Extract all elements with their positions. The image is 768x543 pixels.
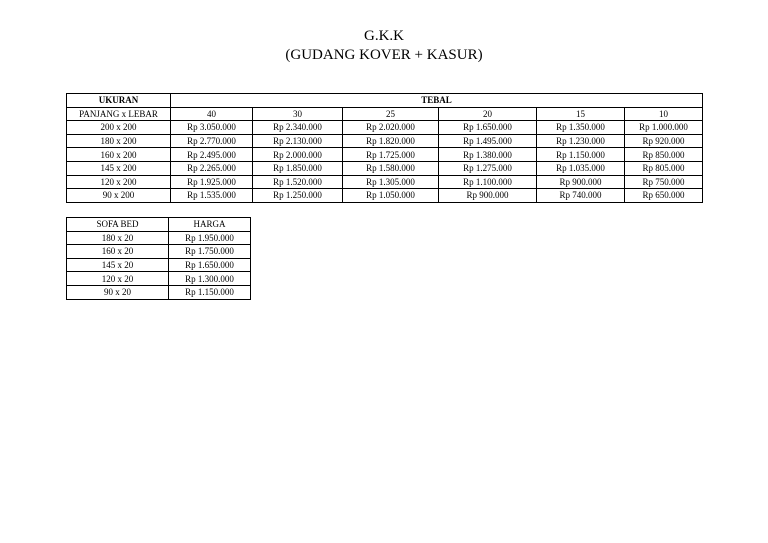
- sofa-price-header: HARGA: [169, 218, 251, 232]
- price-cell: Rp 1.495.000: [439, 134, 537, 148]
- price-cell: Rp 2.265.000: [171, 161, 253, 175]
- price-cell: Rp 920.000: [625, 134, 703, 148]
- price-cell: Rp 1.750.000: [169, 245, 251, 259]
- size-cell: 180 x 20: [67, 231, 169, 245]
- price-cell: Rp 1.925.000: [171, 175, 253, 189]
- size-cell: 90 x 20: [67, 285, 169, 299]
- table-row: [67, 121, 703, 135]
- price-cell: Rp 1.650.000: [439, 121, 537, 135]
- thickness-column-header: 25: [343, 107, 439, 121]
- size-subheader: PANJANG x LEBAR: [67, 107, 171, 121]
- price-cell: Rp 750.000: [625, 175, 703, 189]
- price-cell: Rp 2.020.000: [343, 121, 439, 135]
- sofa-bed-table: [66, 217, 251, 300]
- price-cell: Rp 1.100.000: [439, 175, 537, 189]
- size-cell: 120 x 20: [67, 272, 169, 286]
- price-cell: Rp 1.950.000: [169, 231, 251, 245]
- size-cell: 90 x 200: [67, 189, 171, 203]
- table-header-row: [67, 94, 703, 108]
- price-cell: Rp 2.130.000: [253, 134, 343, 148]
- size-cell: 200 x 200: [67, 121, 171, 135]
- price-cell: Rp 2.770.000: [171, 134, 253, 148]
- table-row: [67, 161, 703, 175]
- table-row: [67, 231, 251, 245]
- price-cell: Rp 850.000: [625, 148, 703, 162]
- price-cell: Rp 900.000: [439, 189, 537, 203]
- thickness-column-header: 15: [537, 107, 625, 121]
- price-cell: Rp 1.650.000: [169, 258, 251, 272]
- price-cell: Rp 1.725.000: [343, 148, 439, 162]
- table-subheader-row: [67, 107, 703, 121]
- table-row: [67, 285, 251, 299]
- price-cell: Rp 2.340.000: [253, 121, 343, 135]
- thickness-column-header: 40: [171, 107, 253, 121]
- price-cell: Rp 1.035.000: [537, 161, 625, 175]
- price-cell: Rp 1.305.000: [343, 175, 439, 189]
- sofa-size-header: SOFA BED: [67, 218, 169, 232]
- price-cell: Rp 650.000: [625, 189, 703, 203]
- price-cell: Rp 3.050.000: [171, 121, 253, 135]
- price-cell: Rp 805.000: [625, 161, 703, 175]
- table-row: [67, 272, 251, 286]
- size-cell: 120 x 200: [67, 175, 171, 189]
- price-cell: Rp 1.150.000: [169, 285, 251, 299]
- table-row: [67, 175, 703, 189]
- thickness-column-header: 30: [253, 107, 343, 121]
- price-cell: Rp 1.000.000: [625, 121, 703, 135]
- price-table: [66, 93, 703, 203]
- size-cell: 180 x 200: [67, 134, 171, 148]
- table-row: [67, 189, 703, 203]
- price-cell: Rp 1.535.000: [171, 189, 253, 203]
- page-subtitle: (GUDANG KOVER + KASUR): [285, 47, 483, 63]
- price-cell: Rp 1.300.000: [169, 272, 251, 286]
- price-cell: Rp 1.380.000: [439, 148, 537, 162]
- table-header-row: [67, 218, 251, 232]
- price-cell: Rp 1.520.000: [253, 175, 343, 189]
- price-cell: Rp 1.850.000: [253, 161, 343, 175]
- price-cell: Rp 900.000: [537, 175, 625, 189]
- price-cell: Rp 1.350.000: [537, 121, 625, 135]
- size-cell: 145 x 20: [67, 258, 169, 272]
- thickness-column-header: 10: [625, 107, 703, 121]
- table-row: [67, 245, 251, 259]
- price-cell: Rp 740.000: [537, 189, 625, 203]
- thickness-header: TEBAL: [171, 94, 703, 108]
- table-row: [67, 134, 703, 148]
- size-cell: 160 x 20: [67, 245, 169, 259]
- table-row: [67, 148, 703, 162]
- price-cell: Rp 1.050.000: [343, 189, 439, 203]
- table-row: [67, 258, 251, 272]
- price-cell: Rp 1.275.000: [439, 161, 537, 175]
- price-cell: Rp 1.230.000: [537, 134, 625, 148]
- price-cell: Rp 2.000.000: [253, 148, 343, 162]
- thickness-column-header: 20: [439, 107, 537, 121]
- price-cell: Rp 1.820.000: [343, 134, 439, 148]
- price-cell: Rp 1.250.000: [253, 189, 343, 203]
- price-cell: Rp 2.495.000: [171, 148, 253, 162]
- size-cell: 145 x 200: [67, 161, 171, 175]
- size-cell: 160 x 200: [67, 148, 171, 162]
- price-cell: Rp 1.580.000: [343, 161, 439, 175]
- size-header: UKURAN: [67, 94, 171, 108]
- page-title: G.K.K: [364, 28, 404, 44]
- price-cell: Rp 1.150.000: [537, 148, 625, 162]
